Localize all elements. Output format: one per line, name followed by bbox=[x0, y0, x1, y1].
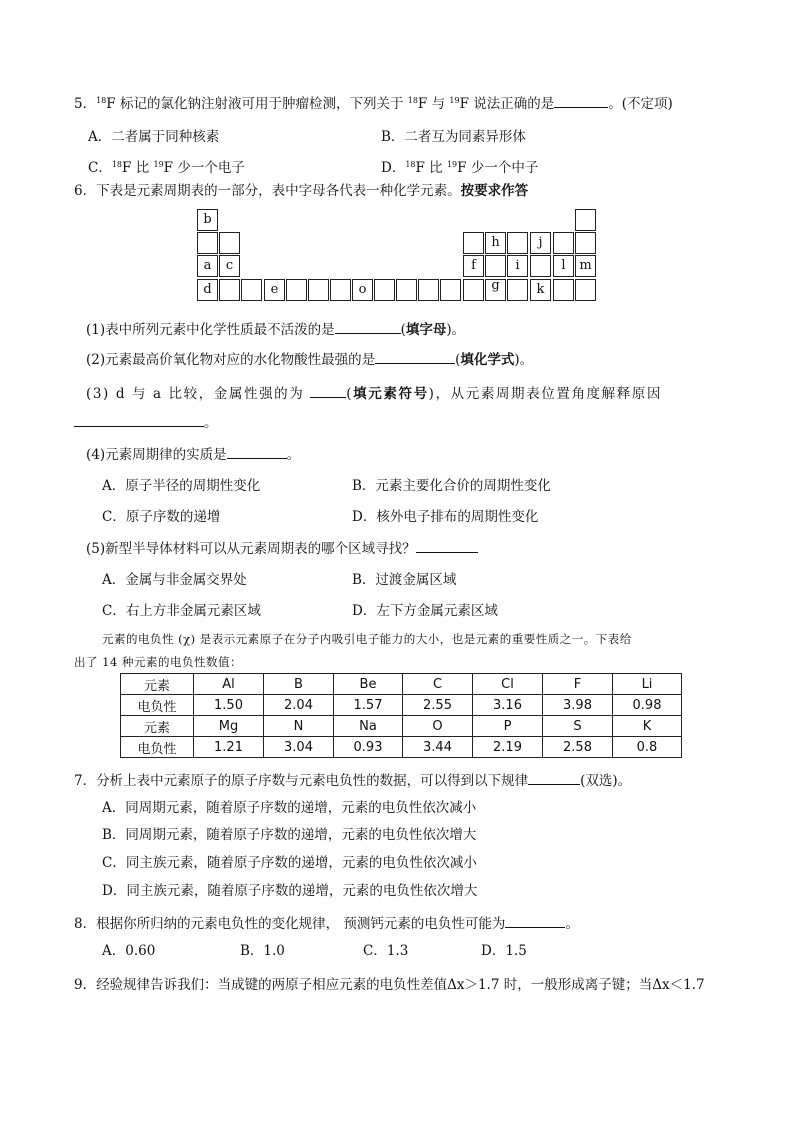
q6-sub5-option-a: A．金属与非金属交界处 bbox=[102, 572, 247, 588]
pt-cell bbox=[463, 279, 484, 301]
q5-option-d: D．$^{18}$F 比 $^{19}$F 少一个中子 bbox=[381, 160, 539, 176]
q8-option-b: B．1.0 bbox=[240, 943, 285, 959]
q5-answer-blank[interactable] bbox=[554, 93, 608, 108]
pt-cell bbox=[330, 279, 351, 301]
q7-answer-blank[interactable] bbox=[528, 770, 580, 785]
pt-cell-o: o bbox=[352, 279, 373, 301]
pt-cell-f: f bbox=[463, 255, 484, 277]
pt-cell bbox=[396, 279, 417, 301]
q6-sub5: (5)新型半导体材料可以从元素周期表的哪个区域寻找？ bbox=[86, 537, 478, 557]
q7-option-d: D．同主族元素，随着原子序数的递增，元素的电负性依次增大 bbox=[102, 883, 478, 899]
pt-cell bbox=[286, 279, 307, 301]
q6-sub2-blank[interactable] bbox=[375, 349, 455, 364]
pt-cell-a: a bbox=[197, 255, 218, 277]
pt-cell bbox=[418, 279, 439, 301]
pt-cell-c: c bbox=[219, 255, 240, 277]
electronegativity-table bbox=[120, 673, 682, 758]
q6-sub3-blank-reason[interactable] bbox=[74, 412, 204, 427]
pt-cell-l: l bbox=[553, 255, 574, 277]
pt-cell-j: j bbox=[530, 232, 551, 254]
pt-cell-i: i bbox=[507, 255, 528, 277]
q8-stem: 8．根据你所归纳的元素电负性的变化规律， 预测钙元素的电负性可能为 。 bbox=[74, 912, 579, 932]
pt-cell-m: m bbox=[575, 255, 596, 277]
pt-cell bbox=[575, 209, 596, 231]
pt-cell bbox=[374, 279, 395, 301]
table-row: 元素 Al B Be C Cl F Li bbox=[121, 674, 682, 695]
q5-option-a: A．二者属于同种核素 bbox=[88, 129, 220, 145]
q6-sub4: (4)元素周期律的实质是 。 bbox=[86, 443, 300, 463]
pt-cell bbox=[463, 232, 484, 254]
pt-cell bbox=[440, 279, 461, 301]
q7-option-b: B．同周期元素，随着原子序数的递增，元素的电负性依次增大 bbox=[102, 827, 477, 843]
q5-sup-18: 18 bbox=[96, 96, 107, 105]
q7-option-a: A．同周期元素，随着原子序数的递增，元素的电负性依次减小 bbox=[102, 800, 477, 816]
q5-sup-19: 19 bbox=[449, 96, 460, 105]
q9-stem: 9．经验规律告诉我们：当成键的两原子相应元素的电负性差值Δx＞1.7 时，一般形成离子键；当Δx＜1.7 bbox=[74, 977, 705, 993]
pt-cell bbox=[219, 232, 240, 254]
q8-option-c: C．1.3 bbox=[363, 943, 409, 959]
pt-cell bbox=[530, 255, 551, 277]
q6-sub4-blank[interactable] bbox=[227, 444, 287, 459]
pt-cell bbox=[575, 232, 596, 254]
pt-cell bbox=[507, 279, 528, 301]
pt-cell-h: h bbox=[485, 232, 506, 254]
pt-cell bbox=[219, 279, 240, 301]
q6-sub3-blank-symbol[interactable] bbox=[310, 383, 346, 398]
q6-sub5-option-b: B．过渡金属区域 bbox=[352, 572, 457, 588]
q5-option-b: B．二者互为同素异形体 bbox=[381, 129, 526, 145]
q5-option-c: C．$^{18}$F 比 $^{19}$F 少一个电子 bbox=[88, 160, 245, 176]
q6-sub4-option-b: B．元素主要化合价的周期性变化 bbox=[352, 478, 551, 494]
pt-cell-e: e bbox=[264, 279, 285, 301]
pt-cell bbox=[308, 279, 329, 301]
table-row: 电负性 1.50 2.04 1.57 2.55 3.16 3.98 0.98 bbox=[121, 695, 682, 716]
q8-answer-blank[interactable] bbox=[505, 913, 565, 928]
pt-cell bbox=[241, 279, 262, 301]
pt-cell-d: d bbox=[197, 279, 218, 301]
q6-sub5-blank[interactable] bbox=[416, 538, 478, 553]
pt-cell bbox=[575, 279, 596, 301]
q6-stem: 6．下表是元素周期表的一部分，表中字母各代表一种化学元素。按要求作答 bbox=[74, 183, 529, 199]
pt-cell-g: g bbox=[485, 279, 506, 301]
pt-cell bbox=[485, 255, 506, 277]
pt-cell bbox=[553, 279, 574, 301]
q8-option-a: A．0.60 bbox=[102, 943, 156, 959]
table-row: 电负性 1.21 3.04 0.93 3.44 2.19 2.58 0.8 bbox=[121, 737, 682, 758]
pt-cell bbox=[507, 232, 528, 254]
q6-sub5-option-c: C．右上方非金属元素区域 bbox=[102, 603, 261, 619]
q6-sub3: (3) d 与 a 比较，金属性强的为 (填元素符号)，从元素周期表位置角度解释原因 bbox=[86, 382, 662, 402]
q7-option-c: C．同主族元素，随着原子序数的递增，元素的电负性依次减小 bbox=[102, 855, 477, 871]
q6-sub1-blank[interactable] bbox=[335, 319, 401, 334]
q6-sub4-option-c: C．原子序数的递增 bbox=[102, 509, 221, 525]
q6-sub4-option-a: A．原子半径的周期性变化 bbox=[102, 478, 261, 494]
electronegativity-intro-line2: 出了 14 种元素的电负性数值： bbox=[74, 655, 242, 669]
pt-cell bbox=[553, 232, 574, 254]
periodic-table-fragment bbox=[197, 209, 597, 303]
q5-stem: 5．$^{18}$F 标记的氯化钠注射液可用于肿瘤检测，下列关于 $^{18}$F 与 $^{19}$F 说法正确的是 。(不定项) bbox=[74, 92, 673, 112]
q5-number: 5． bbox=[74, 96, 97, 112]
q7-stem: 7．分析上表中元素原子的原子序数与元素电负性的数据，可以得到以下规律 (双选)。 bbox=[74, 769, 631, 789]
q6-sub5-option-d: D．左下方金属元素区域 bbox=[352, 603, 498, 619]
pt-cell bbox=[197, 232, 218, 254]
q6-sub4-option-d: D．核外电子排布的周期性变化 bbox=[352, 509, 539, 525]
q6-sub3-line2: 。 bbox=[74, 411, 218, 431]
q8-option-d: D．1.5 bbox=[481, 943, 527, 959]
pt-cell-k: k bbox=[530, 279, 551, 301]
q6-sub2: (2)元素最高价氧化物对应的水化物酸性最强的是 (填化学式)。 bbox=[86, 348, 533, 368]
electronegativity-intro-line1: 元素的电负性 (χ) 是表示元素原子在分子内吸引电子能力的大小，也是元素的重要性质之一。下表给 bbox=[102, 632, 632, 646]
pt-cell-b: b bbox=[197, 209, 218, 231]
q6-sub1: (1)表中所列元素中化学性质最不活泼的是 (填字母)。 bbox=[86, 318, 465, 338]
table-row: 元素 Mg N Na O P S K bbox=[121, 716, 682, 737]
